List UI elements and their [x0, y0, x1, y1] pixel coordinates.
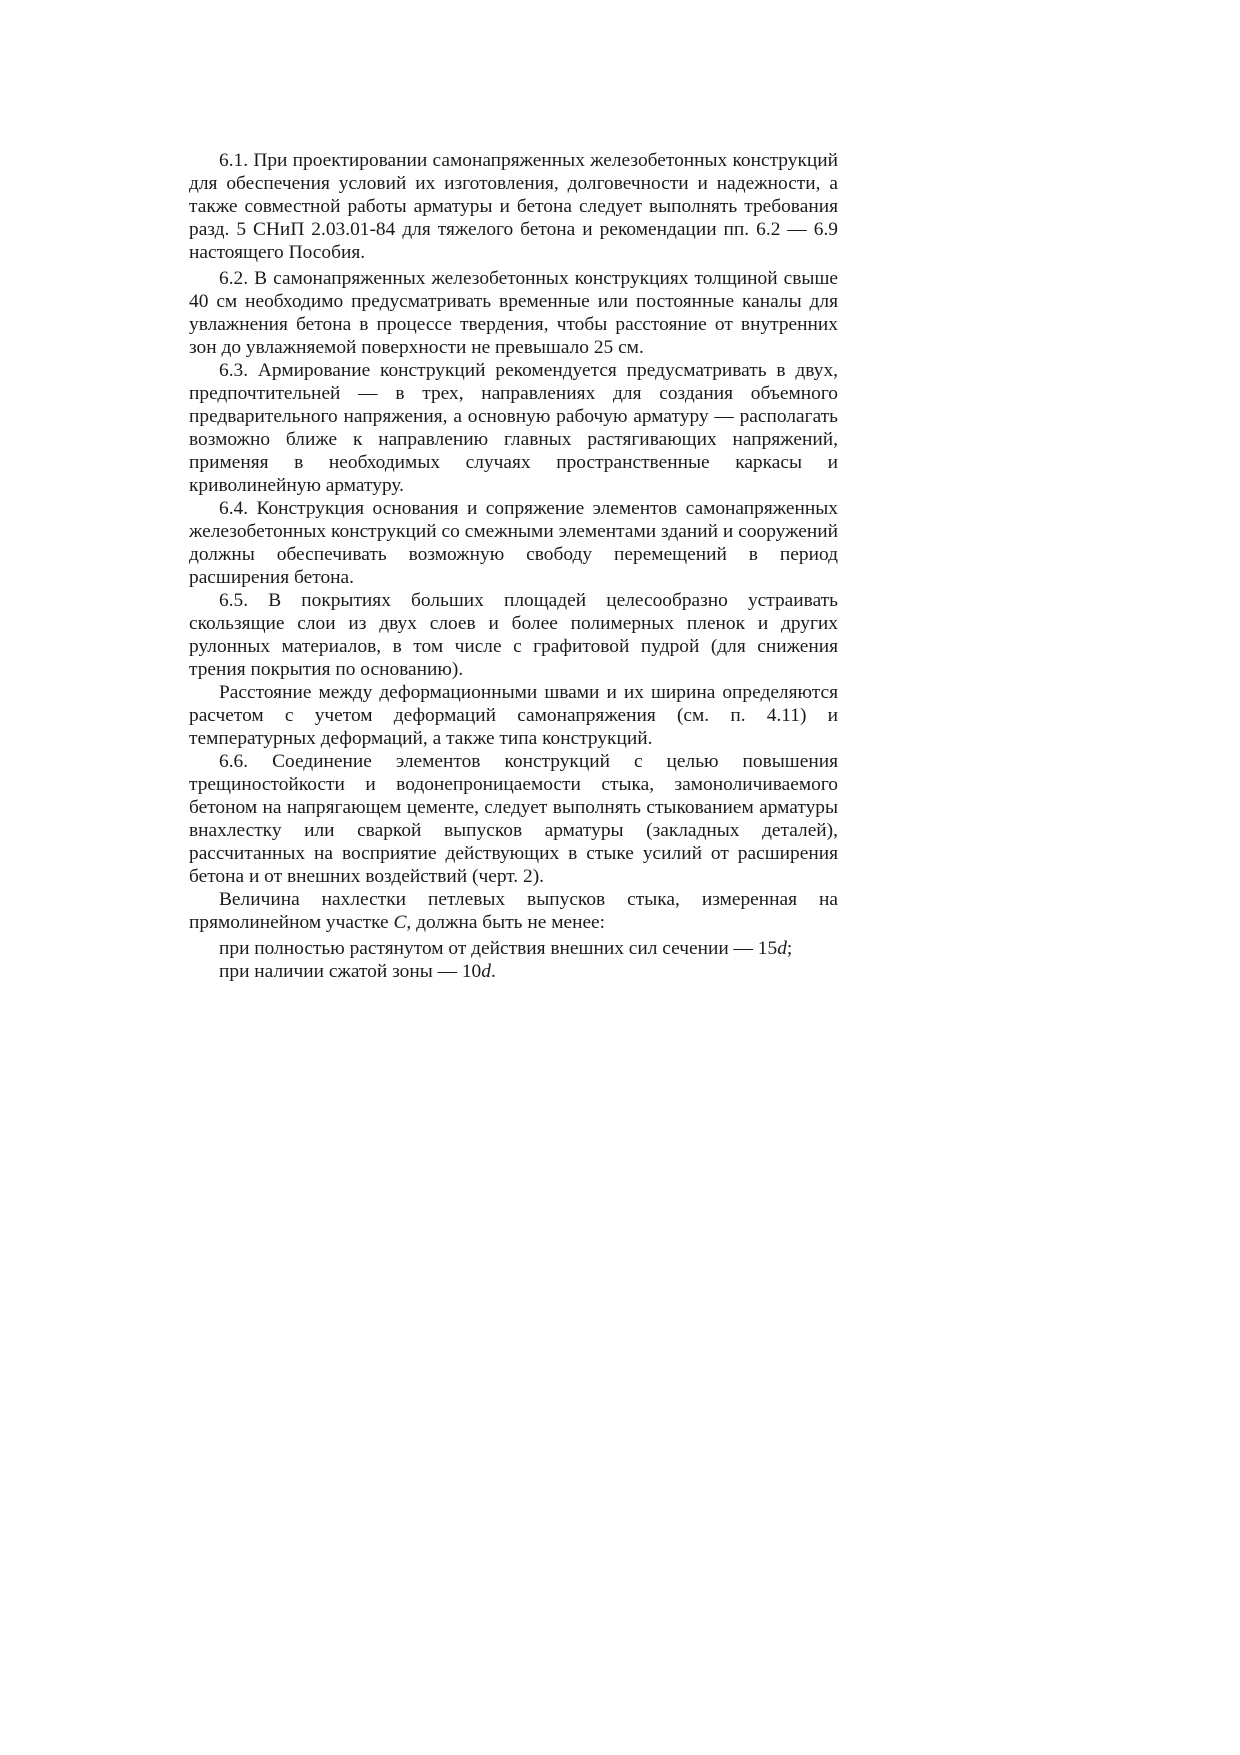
case-compression-before: при наличии сжатой зоны — 10: [219, 961, 482, 982]
paragraph-6-3: 6.3. Армирование конструкций рекомендуется предусматривать в двух, предпочтительней — в трех, направлениях для создания объемного предварительного напряжения, а основную рабочую арматуру — располагать возможно ближе к направлению главных растягивающих напряжений, применяя в необходимых случаях пространственные каркасы и криволинейную арматуру.: [189, 360, 838, 496]
paragraph-6-5: 6.5. В покрытиях больших площадей целесообразно устраивать скользящие слои из двух слоев и более полимерных пленок и других рулонных материалов, в том числе с графитовой пудрой (для снижения трения покрытия по основанию).: [189, 590, 838, 680]
overlap-variable: C: [393, 912, 407, 933]
paragraph-joint-spacing: Расстояние между деформационными швами и их ширина определяются расчетом с учетом деформаций самонапряжения (см. п. 4.11) и температурных деформаций, а также типа конструкций.: [189, 682, 838, 749]
case-compression-variable: d: [481, 961, 491, 982]
paragraph-6-6: 6.6. Соединение элементов конструкций с целью повышения трещиностойкости и водонепроницаемости стыка, замоноличиваемого бетоном на напрягающем цементе, следует выполнять стыкованием арматуры внахлестку или сваркой выпусков арматуры (закладных деталей), рассчитанных на восприятие действующих в стыке усилий от расширения бетона и от внешних воздействий (черт. 2).: [189, 751, 838, 887]
paragraph-6-1: 6.1. При проектировании самонапряженных железобетонных конструкций для обеспечения условий их изготовления, долговечности и надежности, а также совместной работы арматуры и бетона следует выполнять требования разд. 5 СНиП 2.03.01-84 для тяжелого бетона и рекомендации пп. 6.2 — 6.9 настоящего Пособия.: [189, 150, 838, 263]
paragraph-case-compression: [189, 960, 838, 983]
paragraph-case-tension: [189, 937, 838, 960]
case-tension-after: ;: [786, 938, 793, 959]
paragraph-6-2: 6.2. В самонапряженных железобетонных конструкциях толщиной свыше 40 см необходимо предусматривать временные или постоянные каналы для увлажнения бетона в процессе твердения, чтобы расстояние от внутренних зон до увлажняемой поверхности не превышало 25 см.: [189, 268, 838, 358]
paragraph-overlap-length: [189, 888, 838, 934]
case-tension-variable: d: [777, 938, 787, 959]
overlap-text-before: Величина нахлестки петлевых выпусков стыка, измеренная на прямолинейном участке: [189, 889, 838, 933]
document-page: [189, 149, 838, 983]
case-compression-after: .: [490, 961, 496, 982]
overlap-text-after: , должна быть не менее:: [406, 912, 606, 933]
case-tension-before: при полностью растянутом от действия внешних сил сечении — 15: [219, 938, 778, 959]
paragraph-6-4: 6.4. Конструкция основания и сопряжение элементов самонапряженных железобетонных конструкций со смежными элементами зданий и сооружений должны обеспечивать возможную свободу перемещений в период расширения бетона.: [189, 498, 838, 588]
